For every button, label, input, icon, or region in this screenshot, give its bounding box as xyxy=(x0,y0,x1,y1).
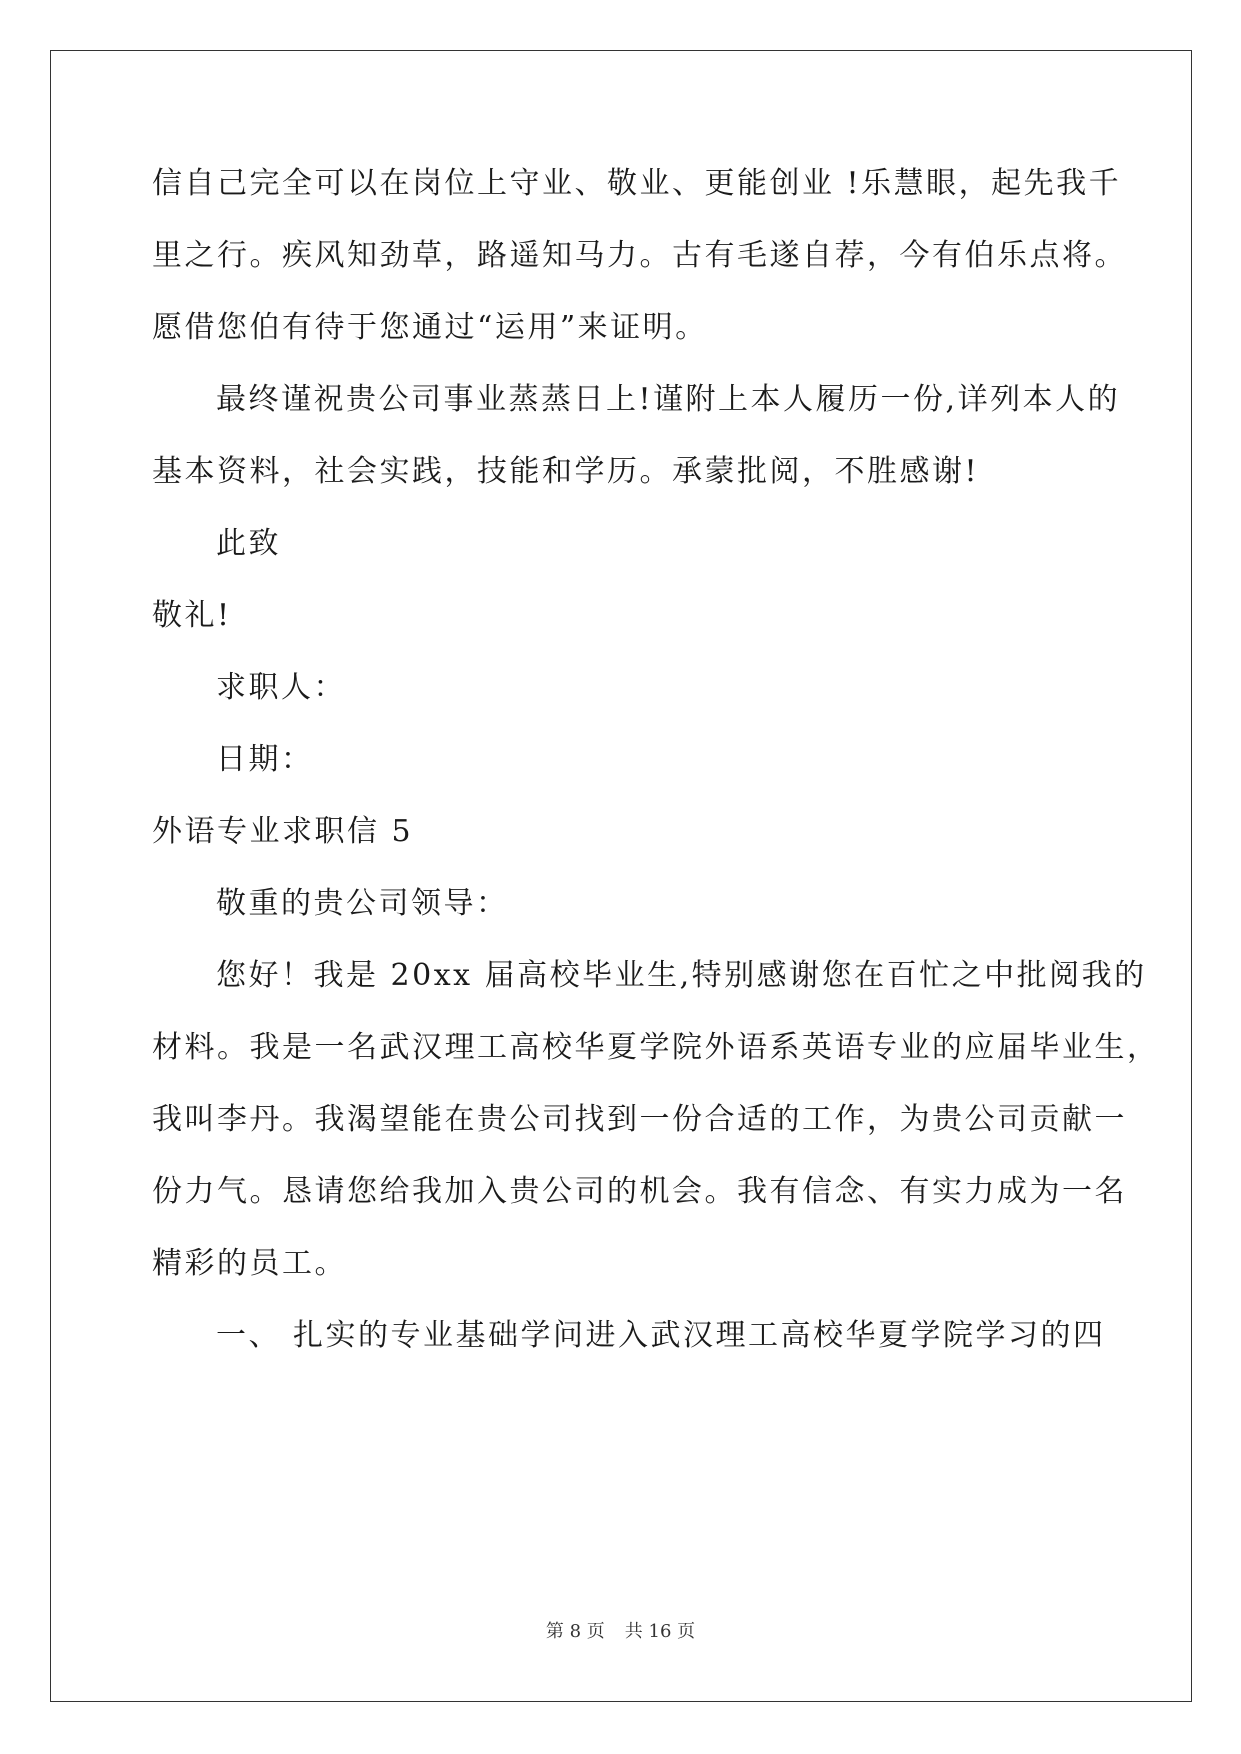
salutation-closing: 此致 xyxy=(216,526,281,561)
paragraph-line: 材料。我是一名武汉理工高校华夏学院外语系英语专业的应届毕业生， xyxy=(152,1030,1160,1065)
page-footer xyxy=(0,1620,1241,1644)
paragraph-line: 愿借您伯有待于您通过“运用”来证明。 xyxy=(152,310,708,345)
applicant-label: 求职人： xyxy=(216,670,346,705)
paragraph-line: 精彩的员工。 xyxy=(152,1246,347,1281)
paragraph-line: 里之行。疾风知劲草，路遥知马力。古有毛遂自荐，今有伯乐点将。 xyxy=(152,238,1127,273)
paragraph-line: 信自己完全可以在岗位上守业、敬业、更能创业 !乐慧眼，起先我千 xyxy=(152,166,1122,201)
paragraph-line: 一、 扎实的专业基础学问进入武汉理工高校华夏学院学习的四 xyxy=(216,1318,1106,1353)
paragraph-line: 最终谨祝贵公司事业蒸蒸日上!谨附上本人履历一份,详列本人的 xyxy=(216,382,1121,417)
page-total: 共 16 页 xyxy=(624,1621,696,1642)
paragraph-line: 基本资料，社会实践，技能和学历。承蒙批阅，不胜感谢! xyxy=(152,454,980,489)
date-label: 日期： xyxy=(216,742,314,777)
paragraph-line: 我叫李丹。我渴望能在贵公司找到一份合适的工作，为贵公司贡献一 xyxy=(152,1102,1127,1137)
section-heading: 外语专业求职信 5 xyxy=(152,814,414,849)
paragraph-line: 您好！我是 20xx 届高校毕业生,特别感谢您在百忙之中批阅我的 xyxy=(216,958,1147,993)
page-number: 第 8 页 xyxy=(545,1621,605,1642)
salutation-regards: 敬礼! xyxy=(152,598,232,633)
greeting: 敬重的贵公司领导： xyxy=(216,886,509,921)
paragraph-line: 份力气。恳请您给我加入贵公司的机会。我有信念、有实力成为一名 xyxy=(152,1174,1127,1209)
page-border xyxy=(50,50,1192,1702)
